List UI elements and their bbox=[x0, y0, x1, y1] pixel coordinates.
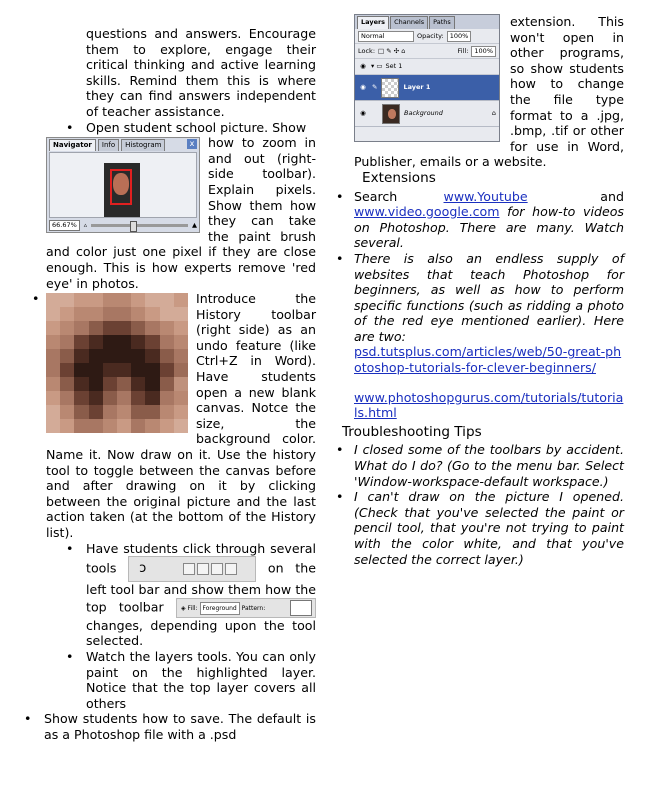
layers-tab: Layers bbox=[357, 16, 389, 29]
info-tab: Info bbox=[98, 139, 119, 151]
list-item-layers: • Watch the layers tools. You can only paint on the highlighted layer. Notice that the top layer covers all others bbox=[40, 649, 316, 711]
photoshopgurus-link[interactable]: www.photoshopgurus.com/tutorials/tutorials.html bbox=[354, 389, 624, 421]
navigator-panel-image bbox=[46, 135, 200, 233]
heading-troubleshooting: Troubleshooting Tips bbox=[342, 423, 482, 440]
lock-icon: ⌂ bbox=[491, 109, 496, 117]
tutsplus-link[interactable]: psd.tutsplus.com/articles/web/50-great-photoshop-tutorials-for-clever-beginners/ bbox=[354, 344, 622, 376]
lock-icon: □ ✎ ✣ ⌂ bbox=[378, 46, 406, 55]
navigator-tab: Navigator bbox=[49, 139, 96, 151]
school-picture-continued: how to zoom in and out (right-side toolbar). Explain pixels. Show them how they can take the paint brush and color just one pixel if they are close enough. This is how experts remove 'red eye' in photos. bbox=[46, 135, 316, 291]
layer-thumbnail bbox=[381, 78, 399, 98]
layer-set-name: Set 1 bbox=[385, 62, 403, 70]
histogram-tab: Histogram bbox=[121, 139, 165, 151]
tools-text-a: Have students click through several tools bbox=[86, 540, 316, 576]
paths-tab: Paths bbox=[429, 16, 455, 29]
school-picture-lead: • Open student school picture. Show bbox=[86, 119, 307, 135]
zoom-slider bbox=[91, 224, 188, 227]
left-list-2 bbox=[40, 541, 316, 743]
tools-text-c: changes, depending upon the tool selected. bbox=[86, 617, 316, 649]
left-list bbox=[40, 120, 316, 136]
close-icon: x bbox=[187, 139, 197, 149]
paint-bucket-toolbar-image: ◈ Fill: Foreground Pattern: bbox=[176, 598, 316, 618]
fill-value: 100% bbox=[471, 46, 496, 57]
list-item-tip-2: • I can't draw on the picture I opened. (Check that you've selected the paint or pencil tool, that you're not trying to paint with the color white, and that you've selected the correct layer.) bbox=[354, 489, 624, 567]
layers-panel-image: Layers Channels Paths Normal Opacity: 100% Lock: □ ✎ ✣ ⌂ Fill: 100% ◉ ▾ ▭ Set 1 ◉ ✎ Layer 1 ◉ Background ⌂ bbox=[354, 14, 500, 142]
troubleshooting-list bbox=[354, 442, 624, 567]
channels-tab: Channels bbox=[390, 16, 428, 29]
zoom-out-icon: ▵ bbox=[83, 221, 88, 230]
selection-toolbar-image bbox=[128, 556, 256, 582]
eye-icon: ◉ bbox=[360, 83, 366, 91]
layer-row-background bbox=[355, 101, 499, 127]
student-photo-thumbnail bbox=[104, 163, 140, 217]
blend-mode: Normal bbox=[358, 31, 414, 42]
lasso-icon: ↄ bbox=[139, 561, 147, 577]
background-thumbnail bbox=[382, 104, 400, 124]
list-item-tip-1: • I closed some of the toolbars by accident. What do I do? (Go to the menu bar. Select 'Window-workspace-default workspace.) bbox=[354, 442, 624, 489]
background-layer-name: Background bbox=[404, 109, 443, 117]
youtube-link[interactable]: www.Youtube bbox=[443, 188, 528, 204]
google-video-link[interactable]: www.video.google.com bbox=[354, 204, 500, 220]
list-item-search: • Search www.Youtube and www.video.google.com for how-to videos on Photoshop. There are many. Watch several. bbox=[354, 189, 624, 251]
paint-bucket-icon: ◈ bbox=[181, 604, 186, 612]
eye-icon: ◉ bbox=[360, 62, 366, 70]
extension-paragraph: extension. This won't open in other programs, so show students how to change the file type format to a .jpg, .bmp, .tif or other for use in Word, Publisher, emails or a website. bbox=[354, 14, 624, 170]
zoom-in-icon: ▲ bbox=[192, 221, 197, 230]
right-column bbox=[342, 14, 624, 567]
layer-row-selected bbox=[355, 75, 499, 101]
brush-icon: ✎ bbox=[372, 83, 378, 91]
list-item-save: • Show students how to save. The default is as a Photoshop file with a .psd bbox=[40, 711, 316, 742]
paragraph-questions: questions and answers. Encourage them to explore, engage their critical thinking and active learning skills. Remind them this is where they can find answers independent of teacher assistance. bbox=[86, 26, 316, 119]
extensions-list bbox=[354, 189, 624, 421]
list-item-websites: • There is also an endless supply of websites that teach Photoshop for beginners, as well as how to perform specific functions (such as ridding a photo of the red eye mentioned earlier). Here are two: psd.tutsplus.com/articles/web/50-great-photoshop-tutorials-for-clever-beginners/ www.photoshopgurus.com/tutorials/tutorials.html bbox=[354, 251, 624, 421]
navigator-preview bbox=[49, 152, 197, 218]
view-frame bbox=[110, 169, 132, 205]
heading-extensions: Extensions bbox=[362, 169, 436, 186]
folder-icon: ▾ ▭ bbox=[371, 62, 383, 70]
eye-icon: ◉ bbox=[360, 109, 366, 117]
zoom-value: 66.67% bbox=[49, 220, 80, 231]
layer-1-name: Layer 1 bbox=[403, 83, 431, 91]
history-text: Introduce the History toolbar (right side) as an undo feature (like Ctrl+Z in Word). Have students open a new blank canvas. Notce the size, the background color. Name it. Now draw on it. Use the history tool to toggle between the canvas before and after drawing on it by clicking between the original picture and the last action taken (at the bottom of the History list). bbox=[46, 291, 316, 540]
history-paragraph: • Introduce the History toolbar (right side) as an undo feature (like Ctrl+Z in Word). Have students open a new blank canvas. Notce the size, the background color. Name it. Now draw on it. Use the history tool to toggle between the canvas before and after drawing on it by clicking between the original picture and the last action taken (at the bottom of the History list). bbox=[32, 291, 316, 540]
list-item-tools bbox=[40, 541, 316, 649]
tools-text-b: on the left tool bar and show them how the top toolbar bbox=[86, 560, 316, 615]
left-column bbox=[32, 26, 316, 743]
list-item-school-picture bbox=[40, 120, 316, 136]
opacity-value: 100% bbox=[447, 31, 472, 42]
